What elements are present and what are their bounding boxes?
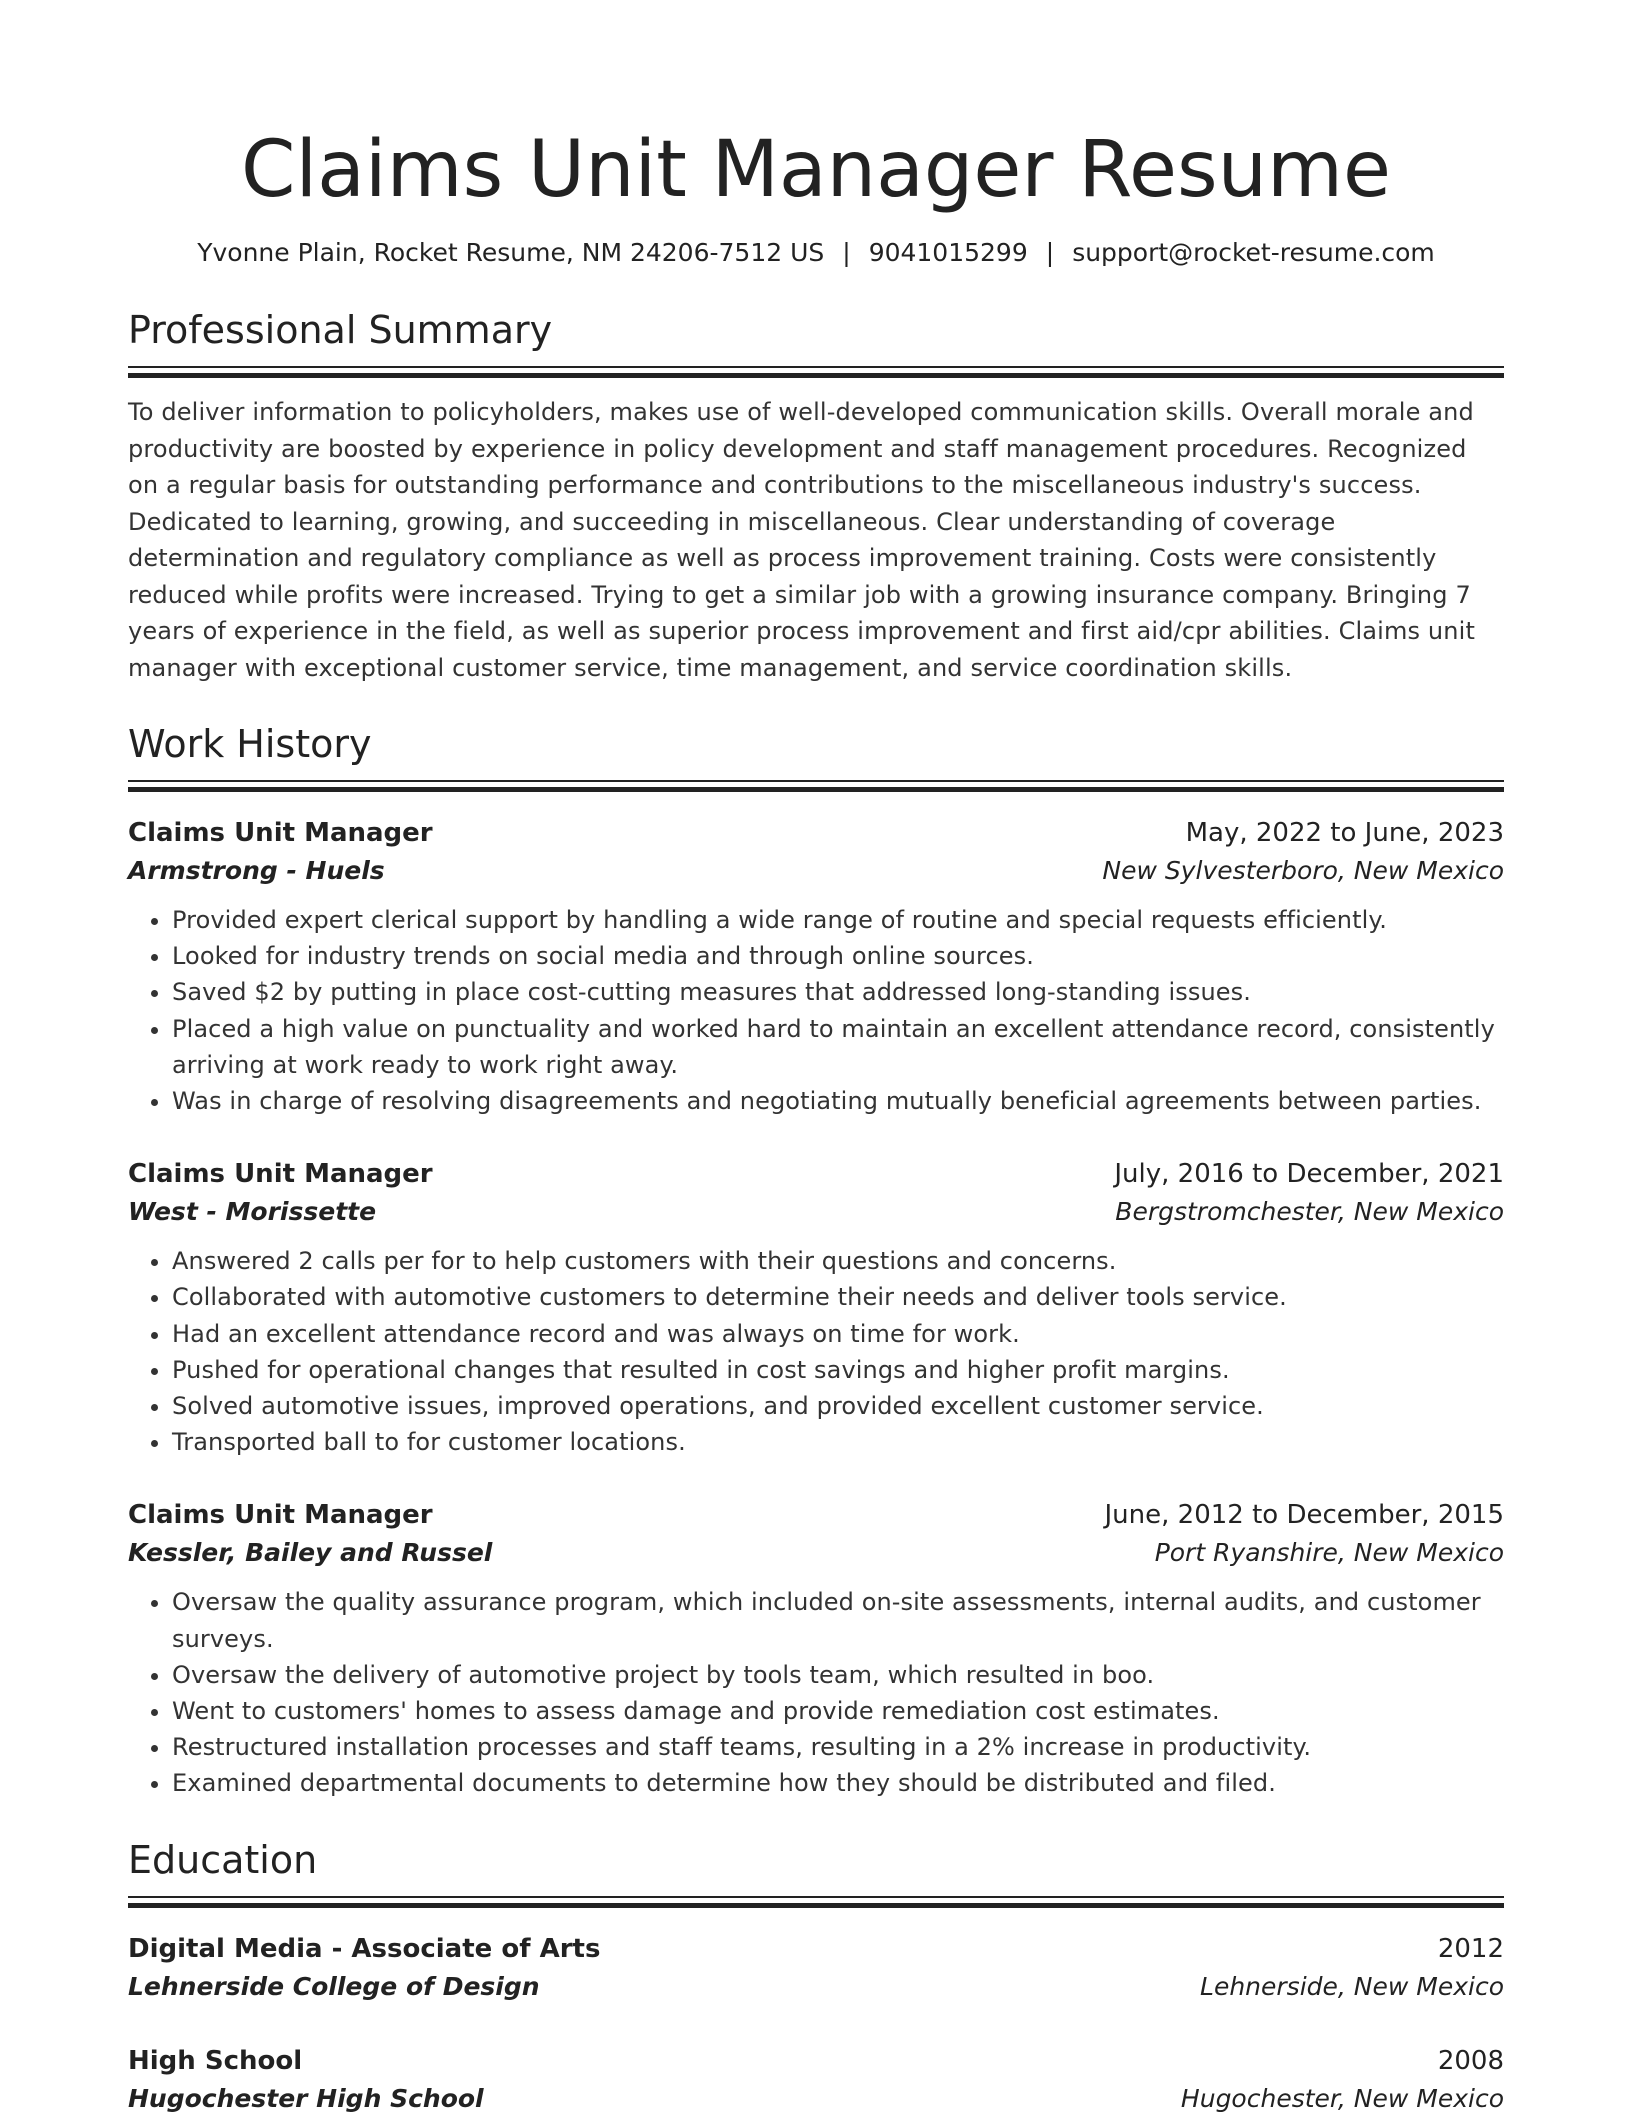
education-degree: Digital Media - Associate of Arts	[128, 1933, 601, 1964]
list-item: • Provided expert clerical support by handling a wide range of routine and special requests efficiently.	[172, 902, 1504, 938]
list-item: • Placed a high value on punctuality and worked hard to maintain an excellent attendance record, consistently arriving at work ready to work right away.	[172, 1011, 1504, 1083]
list-item: • Examined departmental documents to determine how they should be distributed and filed.	[172, 1765, 1504, 1801]
job-location: New Sylvesterboro, New Mexico	[1102, 856, 1504, 885]
section-title: Education	[128, 1837, 318, 1882]
education-year: 2012	[1437, 1933, 1504, 1964]
contact-phone: 9041015299	[868, 238, 1028, 267]
list-item: • Transported ball to for customer locations.	[172, 1424, 1504, 1460]
page-title: Claims Unit Manager Resume	[240, 125, 1391, 215]
job-dates: June, 2012 to December, 2015	[1104, 1500, 1504, 1531]
contact-email: support@rocket-resume.com	[1072, 238, 1435, 267]
list-item: • Saved $2 by putting in place cost-cutting measures that addressed long-standing issues.	[172, 974, 1504, 1010]
section-divider	[128, 787, 1504, 792]
education-entry	[128, 1930, 1504, 2006]
summary-text: To deliver information to policyholders, makes use of well-developed communication skills. Overall morale and productivity are boosted by experience in policy development and staff management procedures. Recognized on a regular basis for outstanding performance and contributions to the miscellaneous industry's success. Dedicated to learning, growing, and succeeding in miscellaneous. Clear understanding of coverage determination and regulatory compliance as well as process improvement training. Costs were consistently reduced while profits were increased. Trying to get a similar job with a growing insurance company. Bringing 7 years of experience in the field, as well as superior process improvement and first aid/cpr abilities. Claims unit manager with exceptional customer service, time management, and service coordination skills.	[128, 398, 1476, 682]
summary-section	[128, 306, 1504, 686]
list-item: • Oversaw the delivery of automotive project by tools team, which resulted in boo.	[172, 1657, 1504, 1693]
job-title: Claims Unit Manager	[128, 1159, 433, 1190]
contact-line	[128, 236, 1504, 270]
list-item: • Restructured installation processes and staff teams, resulting in a 2% increase in productivity.	[172, 1729, 1504, 1765]
job-dates: July, 2016 to December, 2021	[1114, 1159, 1504, 1190]
job-bullets	[128, 902, 1504, 1119]
education-section	[128, 1836, 1504, 2118]
section-title: Professional Summary	[128, 308, 553, 352]
contact-separator: |	[1045, 238, 1055, 267]
education-entry	[128, 2042, 1504, 2118]
list-item: • Oversaw the quality assurance program, which included on-site assessments, internal audits, and customer surveys.	[172, 1584, 1504, 1656]
list-item: • Was in charge of resolving disagreements and negotiating mutually beneficial agreements between parties.	[172, 1083, 1504, 1119]
job-location: Port Ryanshire, New Mexico	[1154, 1538, 1504, 1568]
education-year: 2008	[1437, 2045, 1504, 2076]
section-divider	[128, 366, 1504, 368]
job-entry	[128, 814, 1504, 1119]
contact-address: Yvonne Plain, Rocket Resume, NM 24206-7512 US	[197, 238, 825, 267]
job-title: Claims Unit Manager	[128, 818, 433, 848]
section-divider	[128, 1896, 1504, 1898]
job-location: Bergstromchester, New Mexico	[1115, 1197, 1504, 1227]
job-bullets	[128, 1584, 1504, 1801]
section-divider	[128, 1903, 1504, 1908]
list-item: • Solved automotive issues, improved operations, and provided excellent customer service.	[172, 1388, 1504, 1424]
work-history-section	[128, 720, 1504, 1802]
list-item: • Collaborated with automotive customers to determine their needs and deliver tools service.	[172, 1279, 1504, 1315]
list-item: • Had an excellent attendance record and was always on time for work.	[172, 1316, 1504, 1352]
section-divider	[128, 373, 1504, 378]
job-bullets	[128, 1243, 1504, 1460]
education-location: Hugochester, New Mexico	[1180, 2083, 1504, 2113]
job-company: Kessler, Bailey and Russel	[128, 1538, 493, 1568]
section-title: Work History	[128, 722, 372, 766]
education-location: Lehnerside, New Mexico	[1200, 1971, 1504, 2001]
job-company: West - Morissette	[128, 1197, 377, 1227]
contact-separator: |	[842, 238, 851, 267]
job-company: Armstrong - Huels	[128, 856, 385, 885]
job-title: Claims Unit Manager	[128, 1500, 433, 1531]
resume-page	[128, 0, 1504, 2118]
education-degree: High School	[128, 2045, 303, 2076]
education-school: Lehnerside College of Design	[128, 1971, 540, 2001]
list-item: • Went to customers' homes to assess damage and provide remediation cost estimates.	[172, 1693, 1504, 1729]
job-dates: May, 2022 to June, 2023	[1185, 818, 1504, 848]
list-item: • Looked for industry trends on social media and through online sources.	[172, 938, 1504, 974]
list-item: • Pushed for operational changes that resulted in cost savings and higher profit margins.	[172, 1352, 1504, 1388]
job-entry	[128, 1496, 1504, 1801]
education-school: Hugochester High School	[128, 2083, 484, 2113]
section-divider	[128, 780, 1504, 782]
job-entry	[128, 1155, 1504, 1460]
list-item: • Answered 2 calls per for to help customers with their questions and concerns.	[172, 1243, 1504, 1279]
